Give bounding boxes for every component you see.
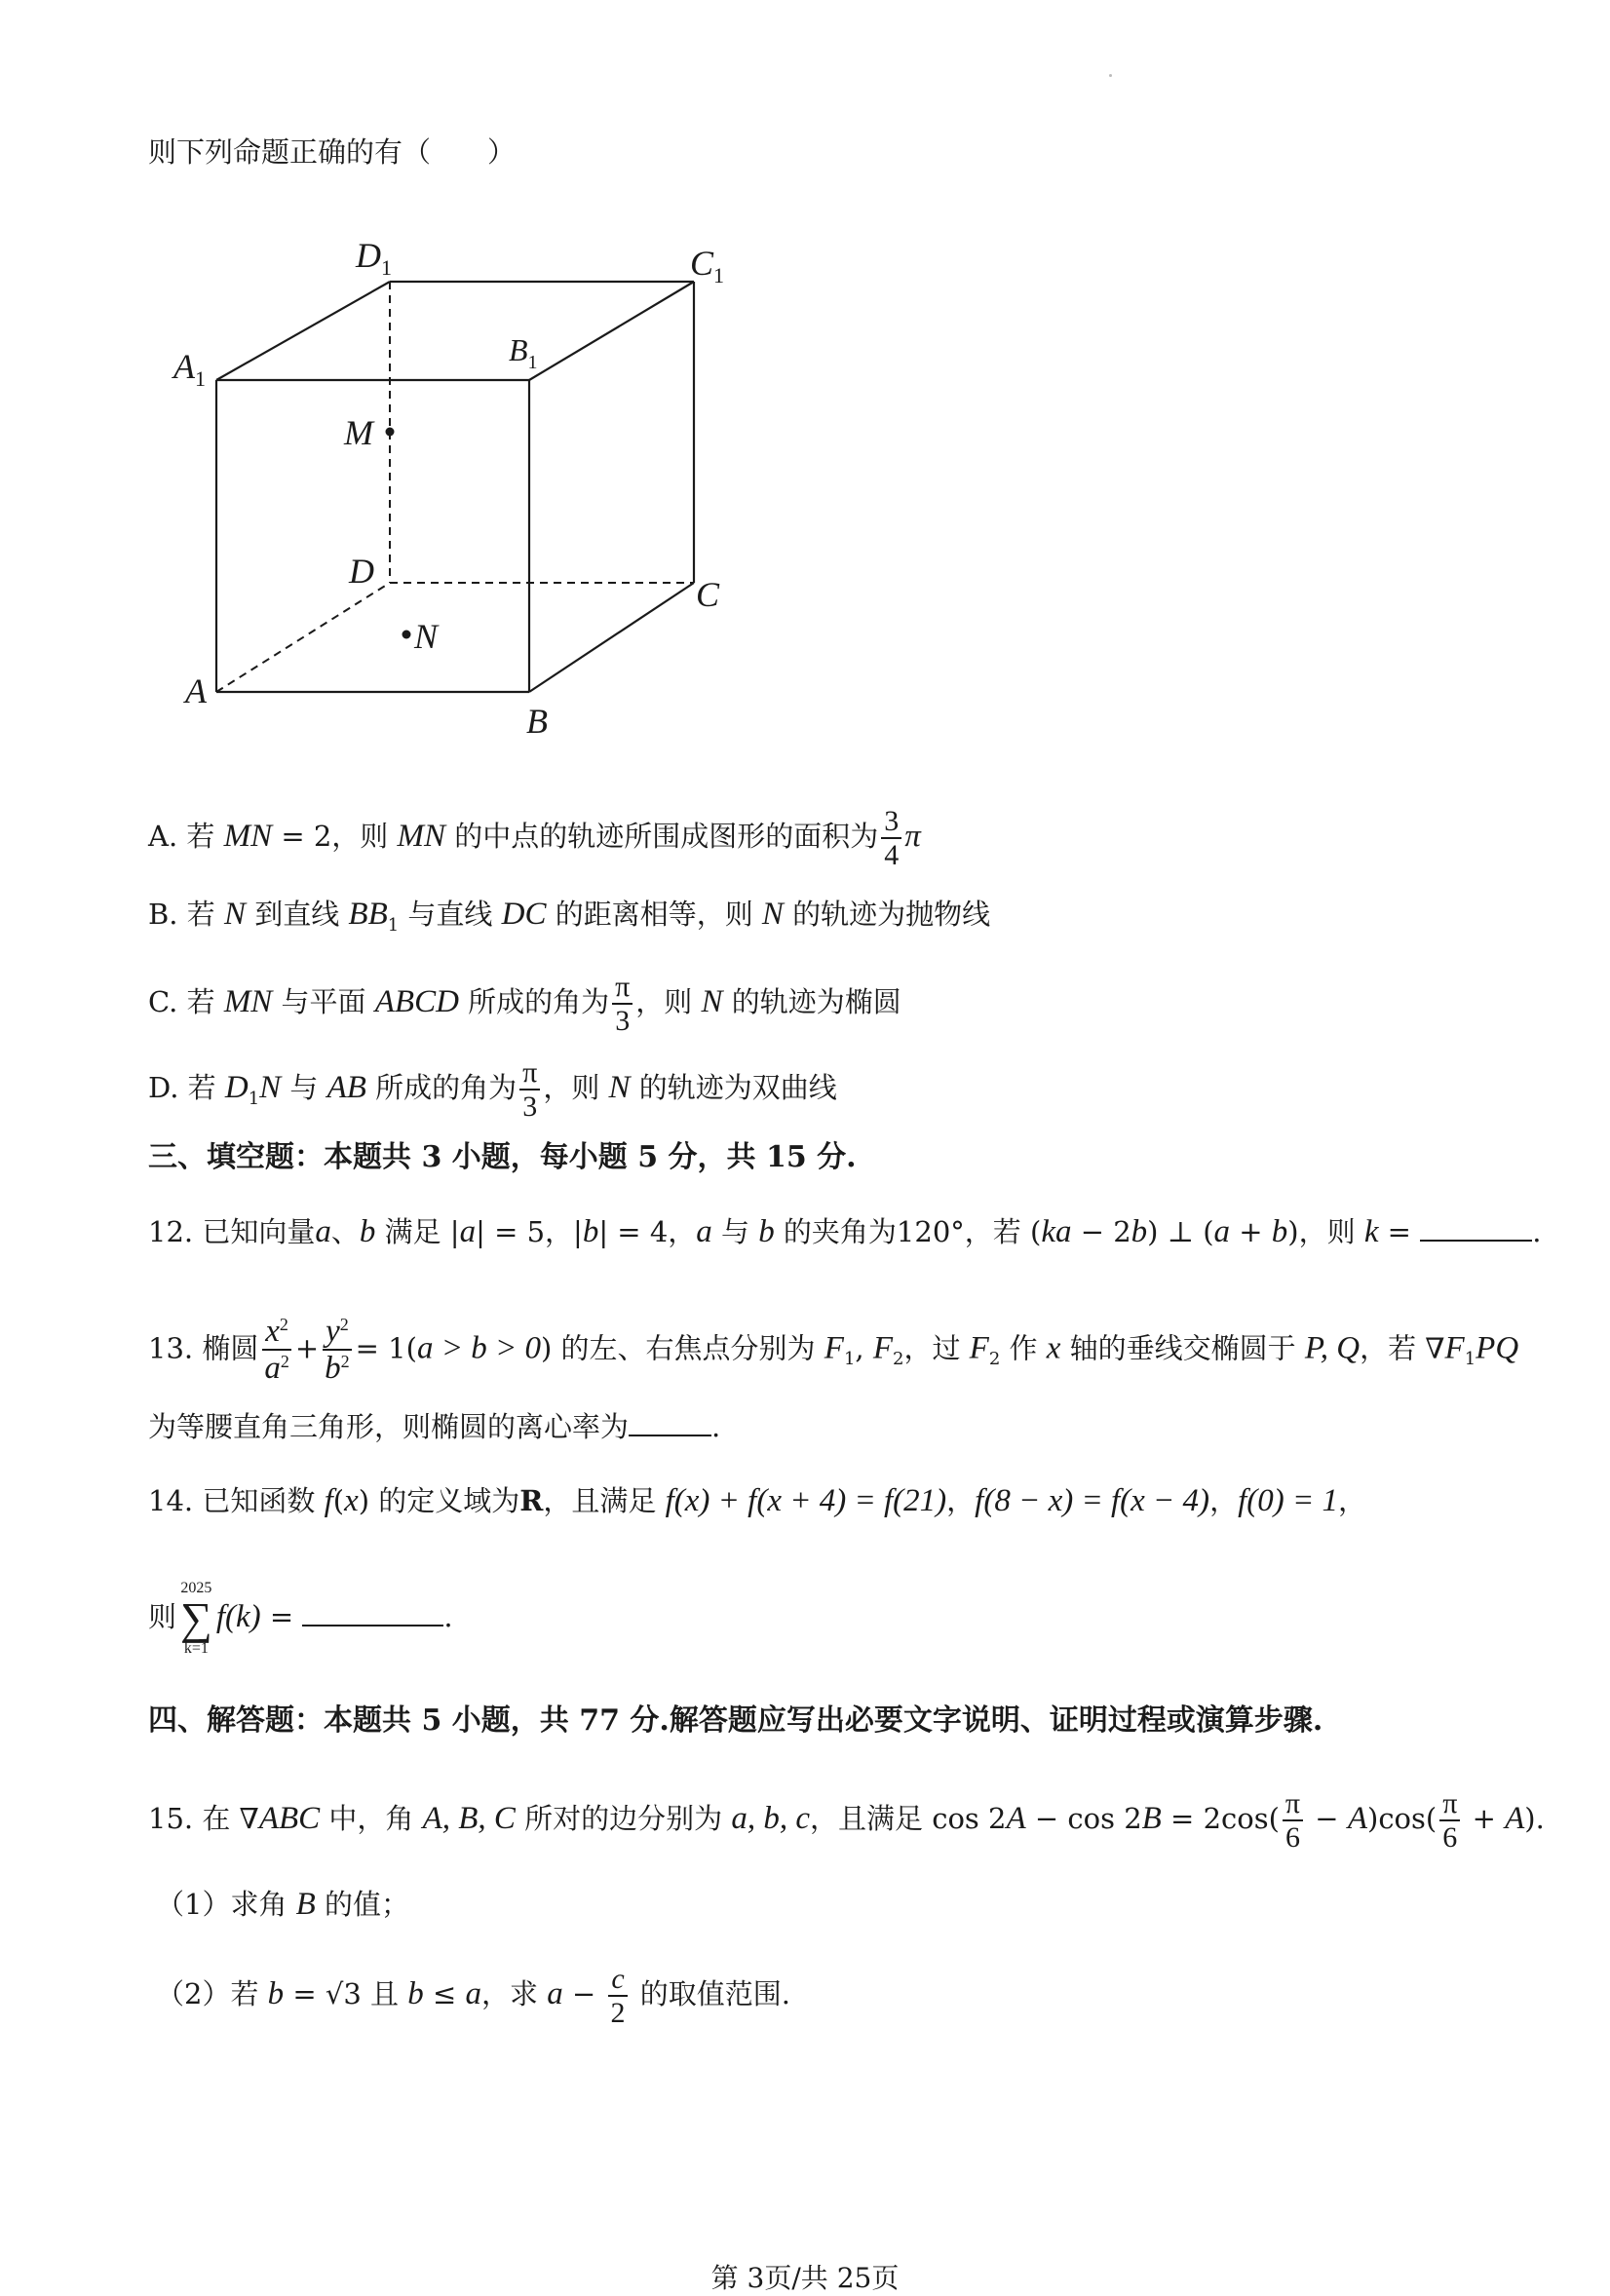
fraction-pi-3: $\frac{\pi}{3}$ — [519, 1056, 540, 1123]
edge-A1D1 — [216, 282, 390, 380]
question-14-line-2: 则 2025 ∑ k=1 f(k) = . — [148, 1580, 453, 1657]
summation: 2025 ∑ k=1 — [180, 1580, 212, 1657]
question-14: 14. 已知函数 f(x) 的定义域为R，且满足 f(x) + f(x + 4) = f(21)，f(8 − x) = f(x − 4)，f(0) = 1， — [148, 1483, 1367, 1518]
label-B1: $B_1$ — [509, 332, 538, 373]
fraction-3-4: $\frac{3}{4}$ — [881, 805, 901, 871]
edge-AD — [216, 583, 390, 692]
cube-diagram — [156, 222, 760, 758]
fraction-pi-6: $\frac{\pi}{6}$ — [1283, 1787, 1303, 1854]
label-B: B — [526, 702, 548, 741]
label-A1: $A_1$ — [173, 347, 206, 391]
label-C: C — [696, 575, 720, 614]
intro-text: 则下列命题正确的有（ ） — [148, 135, 517, 169]
point-M — [386, 428, 395, 437]
option-d: D. 若 $D_1N$ 与 AB 所成的角为 $\frac{\pi}{3}$ ，则 N 的轨迹为双曲线 — [148, 1056, 837, 1123]
question-13-line-2: 为等腰直角三角形，则椭圆的离心率为 . — [148, 1410, 721, 1443]
answer-blank — [629, 1434, 711, 1436]
question-15: 15. 在 ∇ABC 中，角 A, B, C 所对的边分别为 a, b, c，且满足 cos 2A − cos 2B = 2cos( $\frac{\pi}{6}$ − A)cos( $\frac{\pi}{6}$ + A). — [148, 1787, 1545, 1854]
label-C1: $C_1$ — [690, 244, 725, 287]
question-15-part-2: （2）若 b = √3 且 b ≤ a，求 a − $\frac{c}{2}$ 的取值范围. — [156, 1963, 790, 2029]
fraction-x2-a2: $\frac{x^2}{a^2}$ — [261, 1314, 292, 1387]
edge-B1C1 — [529, 282, 694, 380]
edge-BC — [529, 583, 694, 692]
label-N: N — [414, 617, 439, 656]
option-b: B. 若 N 到直线 $BB_1$ 与直线 DC 的距离相等，则 N 的轨迹为抛物线 — [148, 897, 991, 936]
scan-speck — [1109, 74, 1112, 77]
section-heading-fill-in: 三、填空题：本题共 3 小题，每小题 5 分，共 15 分. — [148, 1140, 857, 1174]
label-D1: $D_1$ — [356, 236, 392, 280]
answer-blank — [302, 1624, 443, 1626]
question-12: 12. 已知向量a、b 满足 |a| = 5，|b| = 4，a 与 b 的夹角为120°，若 (ka − 2b) ⊥ (a + b)，则 k = . — [148, 1214, 1542, 1249]
label-A: A — [185, 671, 207, 710]
question-15-part-1: （1）求角 B 的值； — [156, 1887, 410, 1922]
option-a: A. 若 MN = 2，则 MN 的中点的轨迹所围成图形的面积为 $\frac{3}{4}$ π — [148, 805, 921, 871]
page-footer: 第 3页/共 25页 — [710, 2262, 900, 2294]
label-M: M — [344, 413, 373, 452]
option-c: C. 若 MN 与平面 ABCD 所成的角为 $\frac{\pi}{3}$ ，则 N 的轨迹为椭圆 — [148, 971, 901, 1037]
point-N — [402, 631, 411, 639]
answer-blank — [1420, 1239, 1532, 1242]
label-D: D — [349, 552, 374, 591]
question-13: 13. 椭圆 $\frac{x^2}{a^2}$ + $\frac{y^2}{b^2}$ = 1(a > b > 0) 的左、右焦点分别为 $F_1$, $F_2$，过 $F_2$ 作 x 轴的垂线交椭圆于 P, Q，若 $\nabla F_1PQ$ — [148, 1314, 1519, 1387]
fraction-pi-3: $\frac{\pi}{3}$ — [612, 971, 632, 1037]
fraction-c-2: $\frac{c}{2}$ — [608, 1963, 629, 2029]
cube-solid-edges — [216, 282, 694, 692]
fraction-pi-6: $\frac{\pi}{6}$ — [1439, 1787, 1460, 1854]
fraction-y2-b2: $\frac{y^2}{b^2}$ — [322, 1314, 353, 1387]
section-heading-solutions: 四、解答题：本题共 5 小题，共 77 分.解答题应写出必要文字说明、证明过程或演算步骤. — [148, 1703, 1323, 1738]
